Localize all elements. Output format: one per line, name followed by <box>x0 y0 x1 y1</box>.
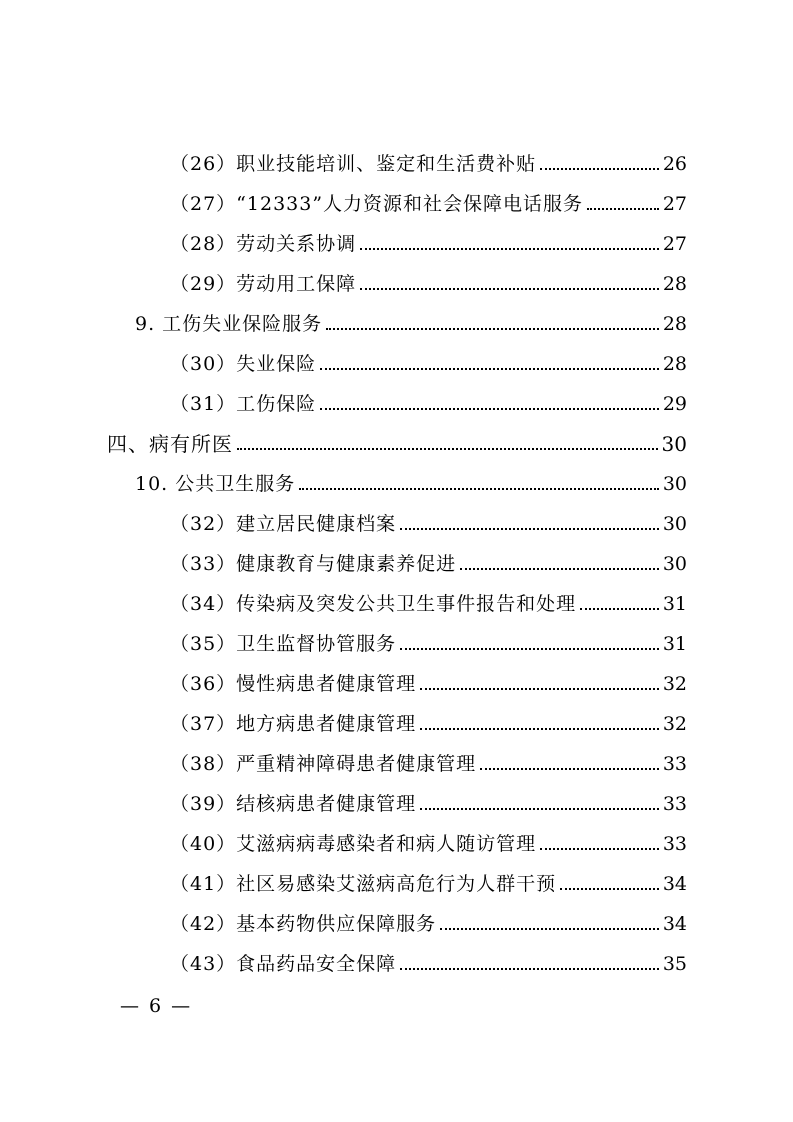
toc-entry-page: 30 <box>662 553 687 575</box>
toc-entry-page: 26 <box>662 153 687 175</box>
toc-entry-page: 28 <box>662 353 687 375</box>
toc-entry-label: 9. 工伤失业保险服务 <box>135 313 323 335</box>
toc-entry-page: 33 <box>662 793 687 815</box>
toc-section-9 <box>135 306 687 336</box>
toc-entry-page: 33 <box>662 753 687 775</box>
toc-entry-27 <box>170 186 687 216</box>
toc-entry-page: 32 <box>662 713 687 735</box>
toc-leader-dots <box>320 368 659 370</box>
toc-leader-dots <box>237 448 658 450</box>
toc-entry-label: （28）劳动关系协调 <box>170 233 357 255</box>
toc-entry-label: （36）慢性病患者健康管理 <box>170 673 417 695</box>
toc-entry-39 <box>170 786 687 816</box>
toc-leader-dots <box>540 848 659 850</box>
toc-entry-page: 33 <box>662 833 687 855</box>
toc-entry-page: 31 <box>662 593 687 615</box>
toc-entry-label: （32）建立居民健康档案 <box>170 513 397 535</box>
toc-leader-dots <box>540 168 659 170</box>
toc-entry-40 <box>170 826 687 856</box>
toc-entry-42 <box>170 906 687 936</box>
toc-leader-dots <box>480 768 659 770</box>
toc-entry-label: （29）劳动用工保障 <box>170 273 357 295</box>
toc-entry-page: 30 <box>662 473 687 495</box>
toc-leader-dots <box>420 688 659 690</box>
toc-entry-label: （41）社区易感染艾滋病高危行为人群干预 <box>170 873 557 895</box>
toc-entry-label: （35）卫生监督协管服务 <box>170 633 397 655</box>
toc-entry-label: （39）结核病患者健康管理 <box>170 793 417 815</box>
toc-entry-label: （43）食品药品安全保障 <box>170 953 397 975</box>
toc-entry-label: 10. 公共卫生服务 <box>135 473 296 495</box>
toc-entry-43 <box>170 946 687 976</box>
toc-entry-label: （27）“12333”人力资源和社会保障电话服务 <box>170 193 584 215</box>
toc-leader-dots <box>440 928 659 930</box>
toc-leader-dots <box>580 608 659 610</box>
toc-entry-label: （34）传染病及突发公共卫生事件报告和处理 <box>170 593 577 615</box>
toc-leader-dots <box>299 488 659 490</box>
toc-leader-dots <box>460 568 659 570</box>
toc-entry-32 <box>170 506 687 536</box>
toc-entry-label: （37）地方病患者健康管理 <box>170 713 417 735</box>
toc-entry-26 <box>170 146 687 176</box>
toc-entry-page: 32 <box>662 673 687 695</box>
toc-leader-dots <box>326 328 659 330</box>
toc-section-10 <box>135 466 687 496</box>
toc-leader-dots <box>360 248 659 250</box>
toc-entry-page: 34 <box>662 913 687 935</box>
toc-leader-dots <box>400 968 659 970</box>
toc-entry-label: （26）职业技能培训、鉴定和生活费补贴 <box>170 153 537 175</box>
toc-entry-38 <box>170 746 687 776</box>
toc-leader-dots <box>420 728 659 730</box>
toc-entry-label: （40）艾滋病病毒感染者和病人随访管理 <box>170 833 537 855</box>
toc-entry-label: （31）工伤保险 <box>170 393 317 415</box>
toc-entry-label: （42）基本药物供应保障服务 <box>170 913 437 935</box>
page-number-footer: — 6 — <box>120 995 193 1017</box>
toc-entry-41 <box>170 866 687 896</box>
toc-leader-dots <box>400 528 659 530</box>
toc-entry-page: 28 <box>662 273 687 295</box>
toc-entry-page: 27 <box>662 193 687 215</box>
toc-entry-28 <box>170 226 687 256</box>
toc-entry-page: 30 <box>661 432 687 456</box>
toc-entry-label: （38）严重精神障碍患者健康管理 <box>170 753 477 775</box>
toc-chapter-4 <box>107 426 687 456</box>
toc-leader-dots <box>560 888 659 890</box>
toc-entry-page: 29 <box>662 393 687 415</box>
toc-entry-page: 34 <box>662 873 687 895</box>
toc-entry-36 <box>170 666 687 696</box>
toc-entry-30 <box>170 346 687 376</box>
toc-entry-37 <box>170 706 687 736</box>
toc-leader-dots <box>360 288 659 290</box>
toc-entry-29 <box>170 266 687 296</box>
toc-entry-34 <box>170 586 687 616</box>
toc-entry-33 <box>170 546 687 576</box>
toc-leader-dots <box>587 208 659 210</box>
toc-entry-label: 四、病有所医 <box>107 432 233 456</box>
toc-entry-label: （30）失业保险 <box>170 353 317 375</box>
toc-entry-page: 31 <box>662 633 687 655</box>
toc-leader-dots <box>420 808 659 810</box>
toc-entry-page: 35 <box>662 953 687 975</box>
toc-entry-page: 27 <box>662 233 687 255</box>
toc-entry-page: 28 <box>662 313 687 335</box>
toc-entry-31 <box>170 386 687 416</box>
toc-leader-dots <box>400 648 659 650</box>
toc-entry-page: 30 <box>662 513 687 535</box>
toc-entry-label: （33）健康教育与健康素养促进 <box>170 553 457 575</box>
toc-entry-35 <box>170 626 687 656</box>
toc-leader-dots <box>320 408 659 410</box>
